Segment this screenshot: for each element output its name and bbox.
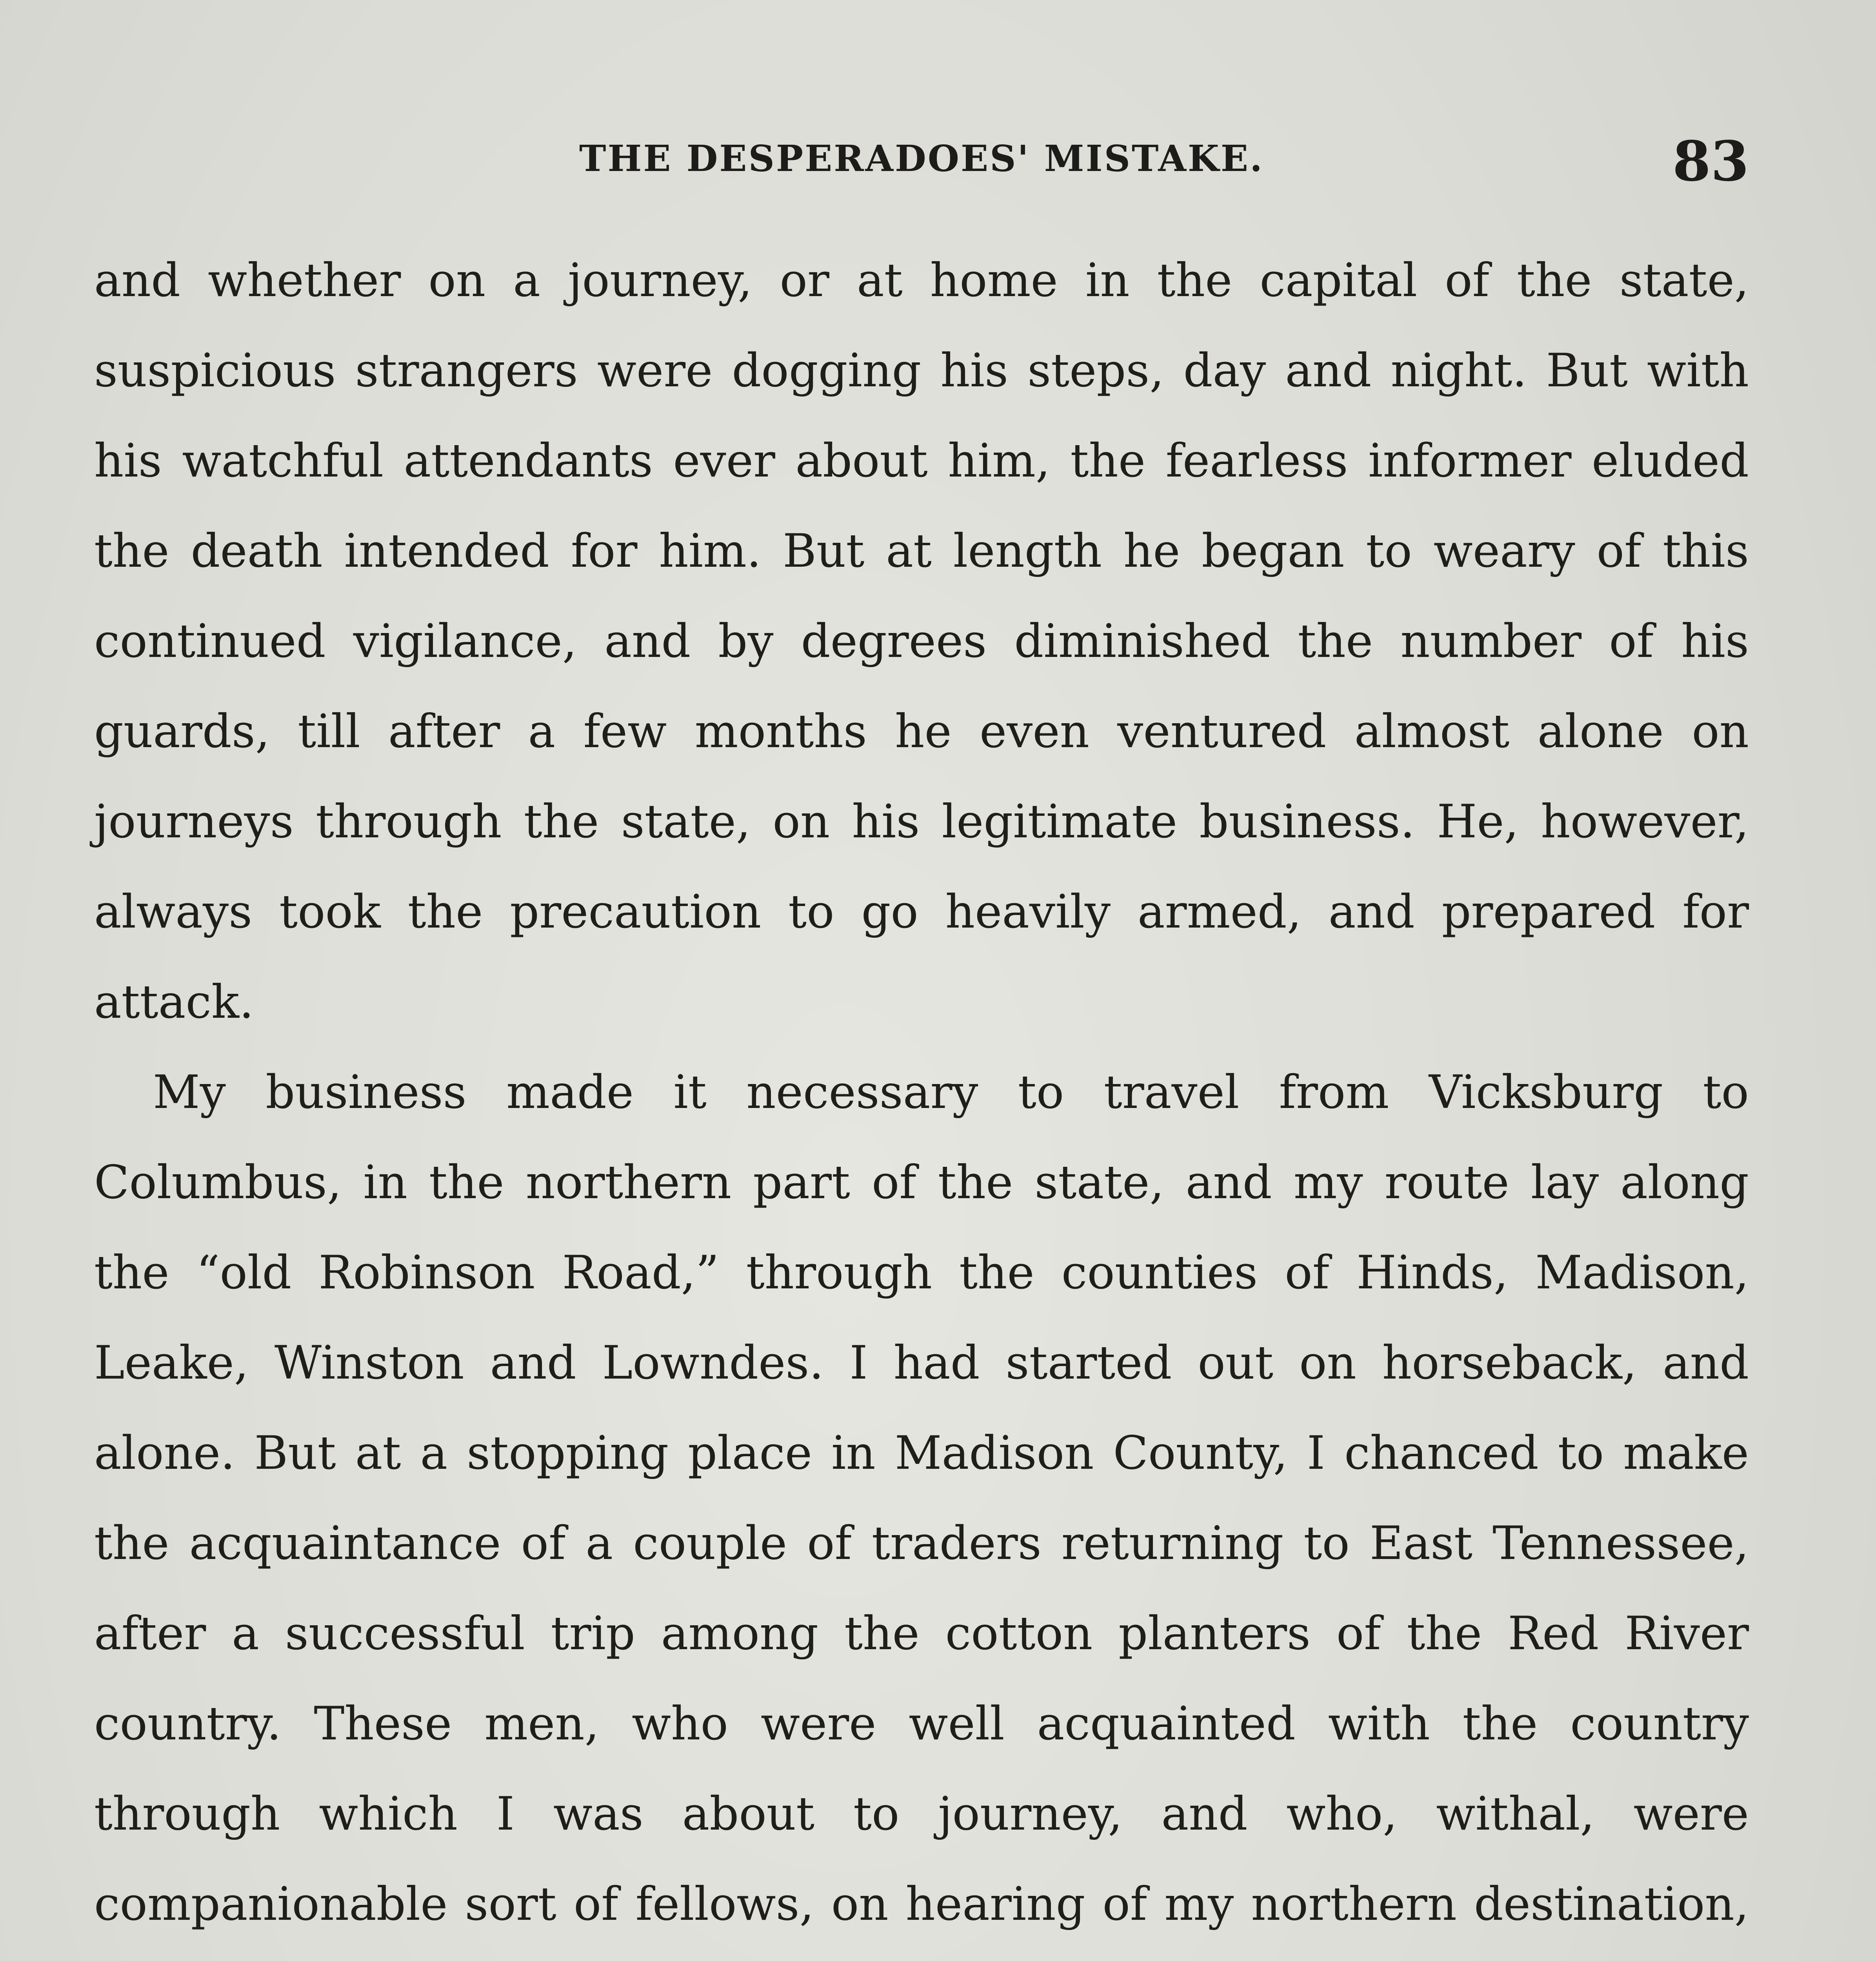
running-head: THE DESPERADOES' MISTAKE. <box>579 137 1264 180</box>
paragraph-1: and whether on a journey, or at home in the capital of the state, suspicious strangers were dogging his steps, day and night. But with his watchful attendants ever about him, the fearless informer eluded the death intended for him. But at length he began to weary of this continued vigilance, and by degrees diminished the number of his guards, till after a few months he even ventured almost alone on journeys through the state, on his legitimate business. He, however, always took the precaution to go heavily armed, and prepared for attack. <box>94 253 1749 1029</box>
page-header <box>94 129 1749 196</box>
page-number: 83 <box>1672 129 1749 194</box>
paragraph-2: My business made it necessary to travel from Vicksburg to Columbus, in the northern part of the state, and my route lay along the “old Robinson Road,” through the counties of Hinds, Madison, Leake, Winston and Lowndes. I had started out on horseback, and alone. But at a stopping place in Madison County, I chanced to make the acquaintance of a couple of traders returning to East Tennessee, after a successful trip among the cotton planters of the Red River country. These men, who were well acquainted with the country through which I was about to journey, and who, withal, were companionable sort of fellows, on hearing of my northern destination, <box>94 1065 1749 1931</box>
body-text <box>94 235 1749 1961</box>
